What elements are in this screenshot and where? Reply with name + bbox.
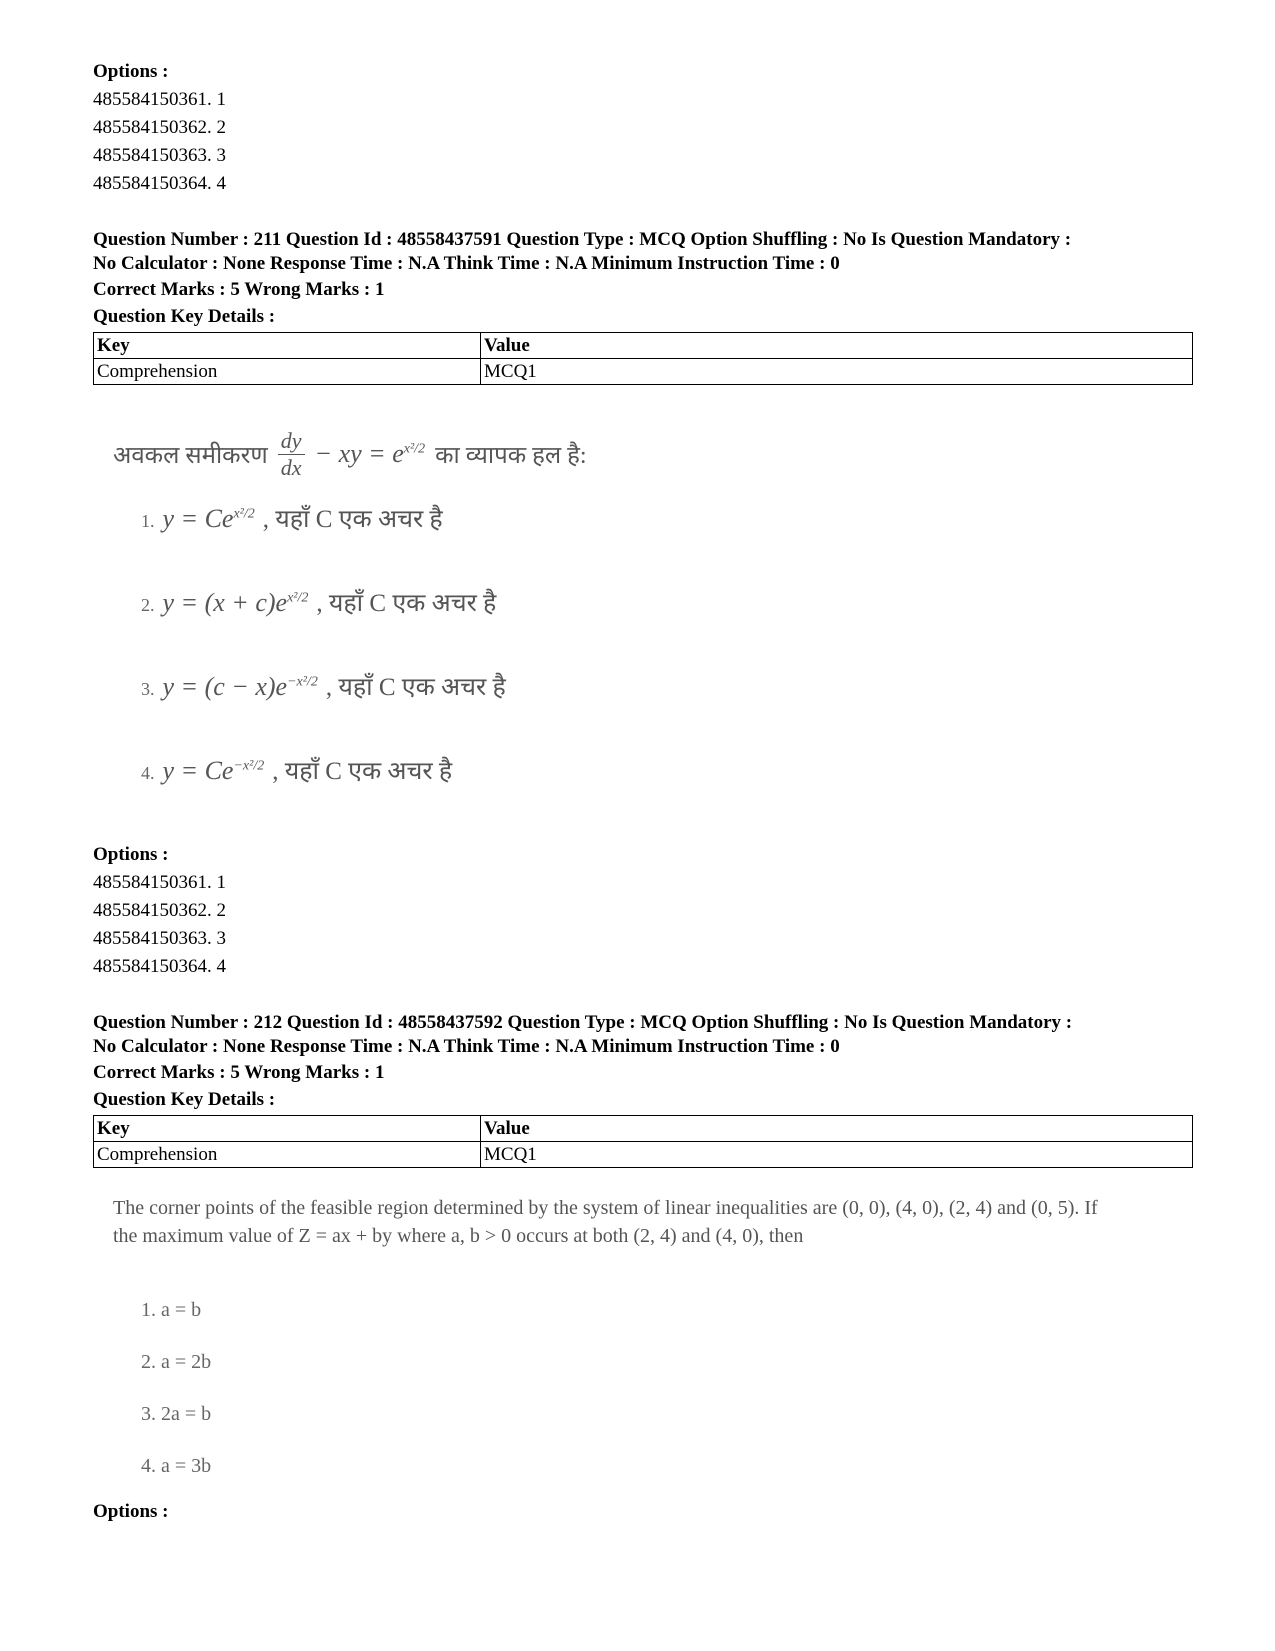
table-row bbox=[94, 359, 1193, 385]
option-line: 485584150364. 4 bbox=[93, 173, 226, 194]
fraction-denominator: dx bbox=[280, 454, 302, 480]
choice-math bbox=[163, 672, 318, 702]
choice-item bbox=[113, 753, 1193, 837]
document-page bbox=[93, 58, 1193, 1526]
table-cell: Comprehension bbox=[94, 1142, 481, 1168]
choice-item bbox=[113, 669, 1193, 753]
table-cell: MCQ1 bbox=[481, 359, 1193, 385]
choice-number: 3. bbox=[141, 679, 155, 699]
key-details-label: Question Key Details : bbox=[93, 306, 276, 327]
option-line: 485584150364. 4 bbox=[93, 956, 226, 977]
derivative-fraction bbox=[278, 428, 305, 481]
question-meta: Question Number : 211 Question Id : 48558437591 Question Type : MCQ Option Shuffling : No Is Question Mandatory : bbox=[93, 229, 1072, 250]
question-meta: No Calculator : None Response Time : N.A Think Time : N.A Minimum Instruction Time : 0 bbox=[93, 1036, 840, 1057]
choice-text: , यहाँ C एक अचर है bbox=[272, 758, 453, 785]
question-meta: Question Number : 212 Question Id : 48558437592 Question Type : MCQ Option Shuffling : No Is Question Mandatory : bbox=[93, 1012, 1073, 1033]
table-header-row bbox=[94, 333, 1193, 359]
choice-item bbox=[113, 585, 1193, 669]
math-text: y = (x + c)e bbox=[162, 588, 288, 617]
choice-number: 2. bbox=[141, 595, 155, 615]
fraction-numerator: dy bbox=[278, 428, 305, 455]
table-cell: MCQ1 bbox=[481, 1142, 1193, 1168]
exponent: −x²/2 bbox=[233, 758, 265, 774]
question-211 bbox=[93, 228, 1193, 981]
marks-line: Correct Marks : 5 Wrong Marks : 1 bbox=[93, 1062, 385, 1083]
choice-math bbox=[163, 588, 309, 618]
stem-text: का व्यापक हल है: bbox=[435, 442, 587, 469]
choice-text: , यहाँ C एक अचर है bbox=[325, 674, 506, 701]
choice-math bbox=[163, 504, 255, 534]
question-stem: The corner points of the feasible region determined by the system of linear inequalities are (0, 0), (4, 0), (2, 4) and (0, 5). If the maximum value of Z = ax + by where a, b > 0 occurs at both (2, 4) and (4, 0), then bbox=[113, 1197, 1098, 1247]
exponent: x²/2 bbox=[233, 506, 255, 522]
options-label: Options : bbox=[93, 61, 169, 82]
table-header: Key bbox=[94, 1116, 481, 1142]
table-header: Key bbox=[94, 333, 481, 359]
table-header-row bbox=[94, 1116, 1193, 1142]
stem-text: अवकल समीकरण bbox=[113, 442, 268, 469]
table-header: Value bbox=[481, 333, 1193, 359]
exponent: −x²/2 bbox=[287, 674, 318, 690]
table-header: Value bbox=[481, 1116, 1193, 1142]
choice-text: , यहाँ C एक अचर है bbox=[262, 506, 443, 533]
question-stem bbox=[113, 419, 1193, 489]
math-text: y = Ce bbox=[162, 756, 234, 785]
choice-item: 2. a = 2b bbox=[141, 1351, 212, 1373]
table-row bbox=[94, 1142, 1193, 1168]
option-line: 485584150361. 1 bbox=[93, 89, 226, 110]
choice-math bbox=[163, 756, 265, 786]
key-details-label: Question Key Details : bbox=[93, 1089, 276, 1110]
choice-item: 4. a = 3b bbox=[141, 1455, 212, 1477]
table-cell: Comprehension bbox=[94, 359, 481, 385]
stem-equation bbox=[315, 439, 426, 469]
option-line: 485584150363. 3 bbox=[93, 928, 226, 949]
choice-number: 4. bbox=[141, 763, 155, 783]
marks-line: Correct Marks : 5 Wrong Marks : 1 bbox=[93, 279, 385, 300]
question-212 bbox=[93, 1011, 1193, 1526]
options-label: Options : bbox=[93, 1501, 169, 1522]
key-details-table bbox=[93, 1115, 1193, 1168]
option-line: 485584150362. 2 bbox=[93, 117, 226, 138]
option-line: 485584150363. 3 bbox=[93, 145, 226, 166]
choice-number: 1. bbox=[141, 511, 155, 531]
exponent: x²/2 bbox=[287, 590, 309, 606]
equation-text: − xy = e bbox=[314, 439, 404, 468]
options-label: Options : bbox=[93, 844, 169, 865]
question-image bbox=[113, 1194, 1193, 1492]
question-meta: No Calculator : None Response Time : N.A Think Time : N.A Minimum Instruction Time : 0 bbox=[93, 253, 840, 274]
question-image bbox=[113, 419, 1193, 837]
option-line: 485584150362. 2 bbox=[93, 900, 226, 921]
math-text: y = (c − x)e bbox=[162, 672, 288, 701]
exponent: x²/2 bbox=[403, 441, 426, 457]
choice-text: , यहाँ C एक अचर है bbox=[316, 590, 497, 617]
math-text: y = Ce bbox=[162, 504, 234, 533]
option-line: 485584150361. 1 bbox=[93, 872, 226, 893]
key-details-table bbox=[93, 332, 1193, 385]
choice-item: 1. a = b bbox=[141, 1299, 202, 1321]
choice-item: 3. 2a = b bbox=[141, 1403, 212, 1425]
choice-item bbox=[113, 501, 1193, 585]
